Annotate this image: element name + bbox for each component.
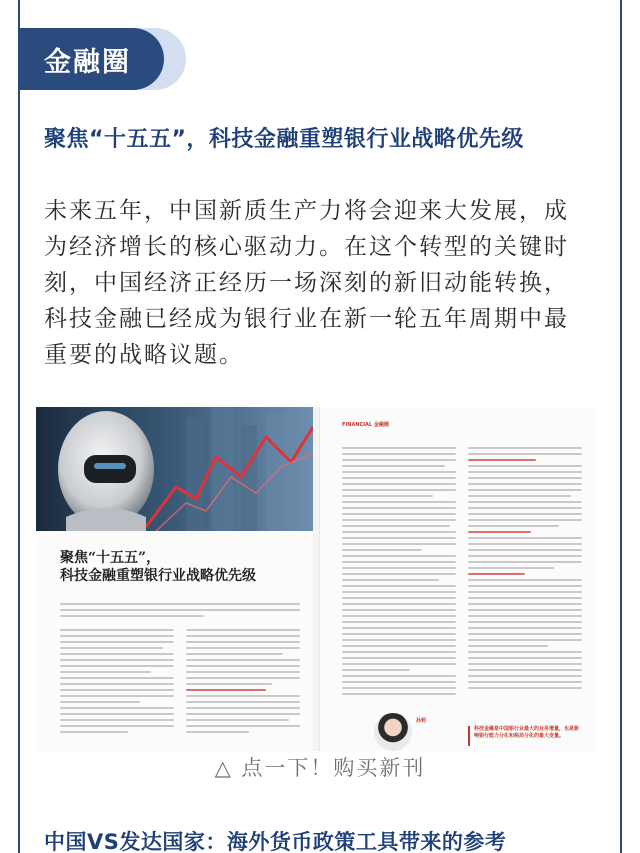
- buy-new-issue-link[interactable]: △ 点一下！购买新刊: [214, 756, 426, 780]
- magazine-article-title: [60, 549, 256, 585]
- frame-left-border: [18, 0, 20, 853]
- magazine-right-column: [186, 629, 300, 737]
- intro-line: 刻，中国经济正经历一场深刻的新旧动能转换，: [44, 270, 569, 296]
- magazine-title-line: 聚焦“十五五”，: [60, 550, 161, 566]
- magazine-page2-right-column: [468, 447, 582, 693]
- section-tag-label: 金融圈: [18, 28, 164, 90]
- magazine-left-page: [36, 407, 313, 751]
- robot-hero-image: [36, 407, 313, 531]
- magazine-title-line: 科技金融重塑银行业战略优先级: [60, 568, 256, 584]
- intro-line: 重要的战略议题。: [44, 342, 244, 368]
- magazine-left-column: [60, 629, 174, 737]
- next-article-headline[interactable]: 中国VS发达国家：海外货币政策工具带来的参考: [44, 830, 507, 853]
- magazine-lead-paragraph: [60, 603, 300, 621]
- article-intro: [44, 193, 600, 373]
- frame-right-border: [620, 0, 622, 853]
- section-tag: [18, 28, 186, 90]
- intro-line: 未来五年，中国新质生产力将会迎来大发展，成: [44, 198, 569, 224]
- author-avatar: [374, 713, 412, 751]
- magazine-pull-quote: 科技金融是中国银行业最大的业务增量，也是影响银行能力分化和格局分化的最大变量。: [468, 726, 582, 746]
- article-headline[interactable]: 聚焦“十五五”，科技金融重塑银行业战略优先级: [44, 127, 524, 152]
- magazine-author-name: 孙莉: [416, 718, 427, 724]
- magazine-page2-left-column: [342, 447, 456, 699]
- magazine-spread-image[interactable]: [36, 407, 596, 751]
- magazine-logo: FINANCIAL 金融圈: [342, 422, 389, 428]
- intro-line: 为经济增长的核心驱动力。在这个转型的关键时: [44, 234, 569, 260]
- magazine-right-page: [319, 407, 596, 751]
- intro-line: 科技金融已经成为银行业在新一轮五年周期中最: [44, 306, 569, 332]
